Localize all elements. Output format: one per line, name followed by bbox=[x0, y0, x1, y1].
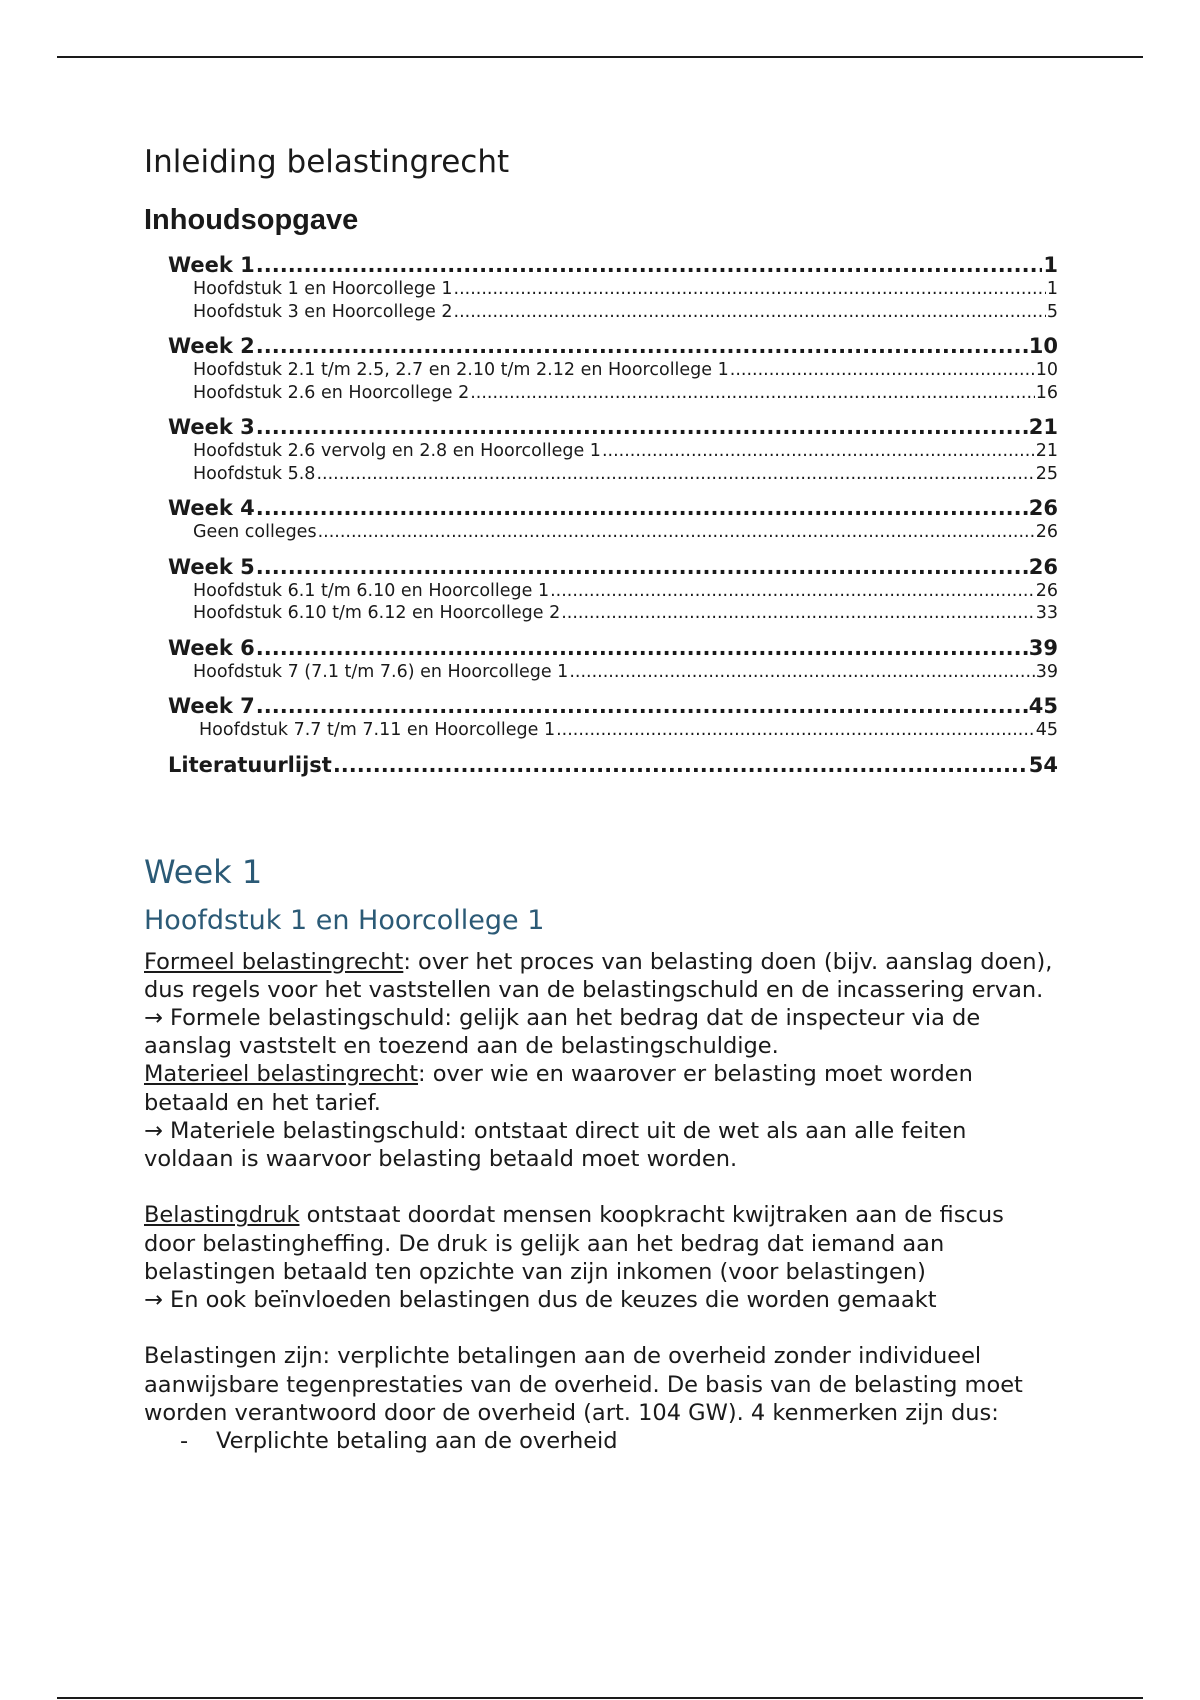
toc-leader-dots bbox=[256, 414, 1028, 440]
toc-page-number: 33 bbox=[1035, 603, 1058, 623]
list-item bbox=[144, 1427, 1058, 1455]
toc-leader-dots bbox=[556, 719, 1035, 742]
toc-page-number: 26 bbox=[1028, 496, 1058, 520]
toc-entry-label: Week 2 bbox=[168, 334, 255, 358]
toc-entry-label: Hoofdstuk 2.6 en Hoorcollege 2 bbox=[193, 382, 470, 403]
paragraph: → Formele belastingschuld: gelijk aan het bedrag dat de inspecteur via de aanslag vaststelt en toezend aan de belastingschuldige. bbox=[144, 1004, 981, 1060]
toc-leader-dots bbox=[256, 693, 1028, 719]
toc-entry-label: Geen colleges bbox=[193, 522, 317, 542]
toc-entry-week-3[interactable] bbox=[168, 414, 1058, 440]
toc-subentry[interactable] bbox=[168, 719, 1058, 742]
toc-entry-week-6[interactable] bbox=[168, 635, 1058, 661]
bullet-dash: - bbox=[180, 1427, 189, 1454]
toc-leader-dots bbox=[256, 495, 1028, 521]
toc-page-number: 26 bbox=[1035, 522, 1058, 542]
toc-leader-dots bbox=[730, 359, 1035, 382]
toc-subentry[interactable] bbox=[168, 278, 1058, 301]
toc-leader-dots bbox=[454, 278, 1046, 301]
body-text bbox=[144, 948, 1058, 1456]
toc-subentry[interactable] bbox=[168, 580, 1058, 603]
term-belastingdruk: Belastingdruk bbox=[144, 1202, 300, 1229]
paragraph bbox=[144, 1201, 1058, 1286]
toc-entry-week-1[interactable] bbox=[168, 252, 1058, 278]
document-title: Inleiding belastingrecht bbox=[144, 144, 510, 180]
toc-leader-dots bbox=[256, 252, 1043, 278]
toc-subentry[interactable] bbox=[168, 440, 1058, 463]
toc-page-number: 26 bbox=[1028, 554, 1058, 579]
toc-page-number: 1 bbox=[1046, 279, 1058, 299]
toc-leader-dots bbox=[602, 440, 1035, 463]
list-item-text: Verplichte betaling aan de overheid bbox=[216, 1427, 618, 1454]
toc-entry-label: Hoofdstuk 6.1 t/m 6.10 en Hoorcollege 1 bbox=[193, 580, 550, 601]
chapter-heading: Hoofdstuk 1 en Hoorcollege 1 bbox=[144, 904, 545, 936]
toc-entry-week-2[interactable] bbox=[168, 333, 1058, 359]
toc-leader-dots bbox=[454, 301, 1046, 324]
toc-entry-week-7[interactable] bbox=[168, 693, 1058, 719]
toc-entry-label: Week 3 bbox=[168, 415, 255, 439]
toc-page-number: 45 bbox=[1035, 720, 1058, 740]
toc-entry-label: Literatuurlijst bbox=[168, 752, 332, 777]
paragraph-gap bbox=[144, 1173, 1058, 1201]
toc-entry-label: Week 4 bbox=[168, 496, 255, 520]
toc-entry-label: Hoofdstuk 6.10 t/m 6.12 en Hoorcollege 2 bbox=[193, 603, 561, 623]
toc-page-number: 5 bbox=[1046, 301, 1058, 322]
term-materieel-belastingrecht: Materieel belastingrecht bbox=[144, 1061, 419, 1088]
toc-entry-label: Hoofdstuk 1 en Hoorcollege 1 bbox=[193, 279, 453, 299]
paragraph: → Materiele belastingschuld: ontstaat direct uit de wet als aan alle feiten voldaan is waarvoor belasting betaald moet worden. bbox=[144, 1117, 967, 1172]
toc-entry-label: Week 5 bbox=[168, 554, 255, 579]
toc-entry-week-4[interactable] bbox=[168, 495, 1058, 521]
toc-entry-week-5[interactable] bbox=[168, 554, 1058, 580]
toc-entry-label: Hoofdstuk 7 (7.1 t/m 7.6) en Hoorcollege 1 bbox=[193, 661, 569, 682]
toc-leader-dots bbox=[316, 463, 1034, 486]
paragraph: → En ook beïnvloeden belastingen dus de keuzes die worden gemaakt bbox=[144, 1286, 937, 1313]
toc-page-number: 21 bbox=[1035, 441, 1058, 461]
toc-entry-literatuurlijst[interactable] bbox=[168, 752, 1058, 778]
week-heading: Week 1 bbox=[144, 852, 263, 891]
toc-entry-label: Hoofdstuk 3 en Hoorcollege 2 bbox=[193, 301, 453, 322]
toc-page-number: 1 bbox=[1043, 253, 1058, 277]
toc-leader-dots bbox=[550, 580, 1035, 603]
toc-leader-dots bbox=[256, 333, 1028, 359]
paragraph bbox=[144, 948, 1058, 1004]
toc-page-number: 10 bbox=[1035, 360, 1058, 380]
paragraph-text: : over het proces van belasting doen (bijv. aanslag doen), dus regels voor het vaststellen van de belastingschuld en de incassering ervan. bbox=[144, 948, 1053, 1003]
toc-subentry[interactable] bbox=[168, 602, 1058, 625]
paragraph-text: : over wie en waarover er belasting moet worden betaald en het tarief. bbox=[144, 1061, 973, 1116]
toc-leader-dots bbox=[318, 521, 1035, 544]
paragraph-gap bbox=[144, 1314, 1058, 1342]
toc-page-number: 10 bbox=[1028, 334, 1058, 358]
toc-page-number: 39 bbox=[1028, 635, 1058, 660]
toc-entry-label: Week 1 bbox=[168, 253, 255, 277]
header-rule bbox=[57, 56, 1143, 58]
paragraph bbox=[144, 1060, 1058, 1116]
toc-entry-label: Week 7 bbox=[168, 694, 255, 718]
toc-page-number: 26 bbox=[1035, 580, 1058, 601]
toc-subentry[interactable] bbox=[168, 661, 1058, 684]
toc-page-number: 45 bbox=[1028, 694, 1058, 718]
toc-entry-label: Hoofdstuk 7.7 t/m 7.11 en Hoorcollege 1 bbox=[199, 720, 556, 740]
toc-page-number: 54 bbox=[1028, 752, 1058, 777]
toc-leader-dots bbox=[256, 554, 1028, 580]
toc-subentry[interactable] bbox=[168, 301, 1058, 324]
toc-entry-label: Hoofdstuk 2.6 vervolg en 2.8 en Hoorcollege 1 bbox=[193, 441, 601, 461]
toc-subentry[interactable] bbox=[168, 382, 1058, 405]
toc-subentry[interactable] bbox=[168, 463, 1058, 486]
toc-leader-dots bbox=[561, 602, 1034, 625]
toc-leader-dots bbox=[569, 661, 1034, 684]
toc-entry-label: Hoofdstuk 5.8 bbox=[193, 463, 316, 484]
toc-subentry[interactable] bbox=[168, 359, 1058, 382]
paragraph-text: ontstaat doordat mensen koopkracht kwijtraken aan de fiscus door belastingheffing. De druk is gelijk aan het bedrag dat iemand aan belastingen betaald ten opzichte van zijn inkomen (voor belastingen) bbox=[144, 1202, 1004, 1285]
toc-page-number: 25 bbox=[1035, 463, 1058, 484]
toc-subentry[interactable] bbox=[168, 521, 1058, 544]
table-of-contents bbox=[144, 252, 1058, 778]
paragraph: Belastingen zijn: verplichte betalingen aan de overheid zonder individueel aanwijsbare tegenprestaties van de overheid. De basis van de belasting moet worden verantwoord door de overheid (art. 104 GW). 4 kenmerken zijn dus: bbox=[144, 1343, 1023, 1426]
page-content bbox=[144, 140, 1058, 1455]
toc-heading: Inhoudsopgave bbox=[144, 204, 359, 236]
toc-page-number: 21 bbox=[1028, 415, 1058, 439]
toc-leader-dots bbox=[470, 382, 1035, 405]
toc-page-number: 16 bbox=[1035, 382, 1058, 403]
footer-rule bbox=[57, 1697, 1143, 1699]
term-formeel-belastingrecht: Formeel belastingrecht bbox=[144, 948, 404, 975]
toc-page-number: 39 bbox=[1035, 661, 1058, 682]
toc-leader-dots bbox=[333, 752, 1028, 778]
toc-entry-label: Hoofdstuk 2.1 t/m 2.5, 2.7 en 2.10 t/m 2.12 en Hoorcollege 1 bbox=[193, 360, 729, 380]
toc-leader-dots bbox=[256, 635, 1028, 661]
toc-entry-label: Week 6 bbox=[168, 635, 255, 660]
